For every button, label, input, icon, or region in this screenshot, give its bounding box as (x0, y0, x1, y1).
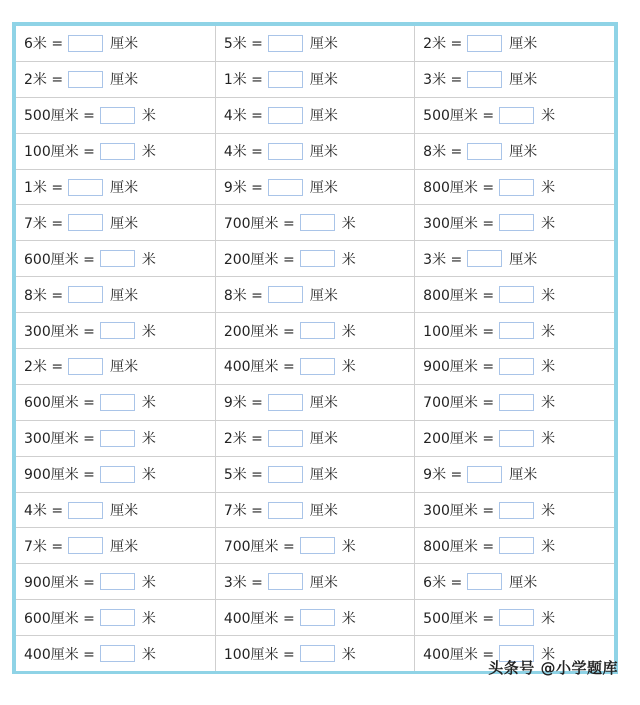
problem-cell (215, 169, 414, 205)
problem-cell (16, 277, 215, 313)
table-row (16, 169, 614, 205)
unit-label: 米 (541, 323, 556, 340)
problem-text: 3米 = (423, 251, 463, 268)
unit-label: 厘米 (309, 108, 338, 125)
answer-box[interactable] (68, 35, 103, 52)
unit-label: 厘米 (309, 431, 338, 448)
problem-text: 4米 = (223, 144, 263, 161)
problem-cell (215, 205, 414, 241)
unit-label: 米 (541, 610, 556, 627)
answer-box[interactable] (100, 573, 135, 590)
problem-cell (415, 241, 614, 277)
answer-box[interactable] (499, 322, 534, 339)
problem-cell (215, 133, 414, 169)
problem-cell (215, 277, 414, 313)
problem-text: 600厘米 = (24, 610, 95, 627)
table-row (16, 97, 614, 133)
problem-text: 200厘米 = (223, 323, 295, 340)
problem-text: 8米 = (24, 287, 64, 304)
problem-text: 7米 = (223, 503, 263, 520)
table-row (16, 241, 614, 277)
problem-text: 9米 = (423, 467, 463, 484)
problem-text: 9米 = (223, 180, 263, 196)
unit-label: 米 (541, 359, 556, 376)
unit-label: 米 (141, 467, 156, 484)
problem-cell (16, 97, 215, 133)
problem-cell (415, 349, 614, 385)
unit-label: 米 (341, 323, 356, 340)
problem-cell (215, 384, 414, 420)
problem-cell (415, 492, 614, 528)
unit-label: 米 (541, 108, 556, 125)
answer-box[interactable] (499, 502, 534, 519)
problem-cell (16, 313, 215, 349)
problem-text: 400厘米 = (24, 646, 95, 663)
problem-text: 300厘米 = (423, 503, 495, 520)
unit-label: 厘米 (509, 72, 538, 89)
answer-box[interactable] (68, 502, 103, 519)
answer-box[interactable] (68, 358, 103, 375)
problem-cell (415, 456, 614, 492)
problem-text: 9米 = (223, 395, 263, 412)
unit-label: 厘米 (309, 287, 338, 304)
problem-cell (415, 133, 614, 169)
unit-label: 厘米 (309, 574, 338, 591)
answer-box[interactable] (100, 394, 135, 411)
problem-cell (215, 241, 414, 277)
answer-box[interactable] (300, 645, 335, 662)
unit-label: 厘米 (309, 72, 338, 89)
problem-text: 3米 = (223, 574, 263, 591)
problem-cell (215, 97, 414, 133)
table-row (16, 456, 614, 492)
answer-box[interactable] (100, 250, 135, 267)
problem-cell (415, 26, 614, 61)
problem-cell (16, 61, 215, 97)
table-row (16, 313, 614, 349)
table-row (16, 205, 614, 241)
worksheet-frame (12, 22, 618, 674)
problem-cell (16, 241, 215, 277)
unit-label: 厘米 (110, 215, 139, 232)
answer-box[interactable] (499, 286, 534, 303)
table-row (16, 349, 614, 385)
problem-cell (16, 600, 215, 636)
problem-cell (415, 169, 614, 205)
problem-text: 200厘米 = (423, 431, 495, 448)
answer-box[interactable] (268, 179, 303, 196)
answer-box[interactable] (467, 35, 502, 52)
unit-label: 厘米 (110, 359, 139, 376)
problem-text: 5米 = (223, 36, 263, 53)
answer-box[interactable] (100, 143, 135, 160)
table-row (16, 384, 614, 420)
unit-label: 厘米 (110, 180, 139, 196)
problem-text: 2米 = (423, 36, 463, 53)
problem-cell (215, 456, 414, 492)
answer-box[interactable] (499, 179, 534, 196)
problem-cell (215, 564, 414, 600)
answer-box[interactable] (300, 609, 335, 626)
problem-cell (215, 636, 414, 671)
answer-box[interactable] (300, 250, 335, 267)
answer-box[interactable] (499, 214, 534, 231)
problem-cell (415, 564, 614, 600)
problem-text: 2米 = (24, 72, 64, 89)
problem-cell (16, 636, 215, 671)
problem-cell (215, 600, 414, 636)
problem-text: 200厘米 = (223, 251, 295, 268)
answer-box[interactable] (300, 322, 335, 339)
problem-text: 700厘米 = (423, 395, 495, 412)
answer-box[interactable] (300, 358, 335, 375)
problem-cell (215, 313, 414, 349)
table-row (16, 528, 614, 564)
answer-box[interactable] (68, 537, 103, 554)
answer-box[interactable] (268, 394, 303, 411)
problem-text: 800厘米 = (423, 287, 495, 304)
unit-label: 厘米 (309, 36, 338, 53)
answer-box[interactable] (467, 250, 502, 267)
unit-label: 米 (141, 574, 156, 591)
unit-label: 米 (141, 610, 156, 627)
unit-label: 厘米 (509, 574, 538, 591)
problem-text: 4米 = (24, 503, 64, 520)
answer-box[interactable] (499, 609, 534, 626)
problem-text: 900厘米 = (423, 359, 495, 376)
answer-box[interactable] (100, 609, 135, 626)
answer-box[interactable] (268, 35, 303, 52)
answer-box[interactable] (100, 107, 135, 124)
problem-text: 300厘米 = (24, 323, 95, 340)
problem-cell (415, 97, 614, 133)
unit-label: 厘米 (110, 503, 139, 520)
problem-text: 700厘米 = (223, 215, 295, 232)
table-row (16, 277, 614, 313)
answer-box[interactable] (100, 466, 135, 483)
answer-box[interactable] (68, 179, 103, 196)
problem-cell (16, 26, 215, 61)
unit-label: 厘米 (309, 467, 338, 484)
problem-text: 7米 = (24, 215, 64, 232)
problem-text: 2米 = (223, 431, 263, 448)
answer-box[interactable] (268, 71, 303, 88)
answer-box[interactable] (499, 394, 534, 411)
table-row (16, 492, 614, 528)
problem-text: 900厘米 = (24, 574, 95, 591)
unit-label: 米 (141, 395, 156, 412)
unit-label: 米 (141, 323, 156, 340)
problem-cell (215, 349, 414, 385)
problem-text: 3米 = (423, 72, 463, 89)
unit-label: 米 (341, 646, 356, 663)
unit-label: 厘米 (309, 180, 338, 196)
answer-box[interactable] (499, 107, 534, 124)
problem-text: 400厘米 = (223, 610, 295, 627)
problem-text: 5米 = (223, 467, 263, 484)
problem-cell (16, 492, 215, 528)
answer-box[interactable] (100, 645, 135, 662)
unit-label: 米 (341, 251, 356, 268)
unit-label: 米 (141, 646, 156, 663)
answer-box[interactable] (268, 466, 303, 483)
unit-label: 厘米 (509, 144, 538, 161)
problem-text: 4米 = (223, 108, 263, 125)
problem-text: 1米 = (223, 72, 263, 89)
problem-text: 500厘米 = (423, 108, 495, 125)
problem-cell (16, 456, 215, 492)
answer-box[interactable] (300, 537, 335, 554)
conversion-table (16, 26, 614, 671)
problem-cell (16, 205, 215, 241)
problem-text: 8米 = (423, 144, 463, 161)
problem-cell (215, 420, 414, 456)
unit-label: 厘米 (110, 287, 139, 304)
problem-text: 700厘米 = (223, 538, 295, 555)
problem-cell (215, 61, 414, 97)
problem-text: 2米 = (24, 359, 64, 376)
problem-cell (415, 313, 614, 349)
unit-label: 米 (541, 287, 556, 304)
problem-cell (215, 492, 414, 528)
answer-box[interactable] (68, 286, 103, 303)
unit-label: 厘米 (509, 36, 538, 53)
answer-box[interactable] (268, 502, 303, 519)
table-row (16, 26, 614, 61)
problem-text: 100厘米 = (423, 323, 495, 340)
unit-label: 米 (541, 180, 556, 196)
answer-box[interactable] (467, 71, 502, 88)
unit-label: 米 (541, 538, 556, 555)
unit-label: 厘米 (110, 72, 139, 89)
unit-label: 厘米 (509, 467, 538, 484)
unit-label: 米 (541, 395, 556, 412)
problem-cell (16, 420, 215, 456)
table-row (16, 133, 614, 169)
problem-cell (16, 564, 215, 600)
answer-box[interactable] (467, 573, 502, 590)
unit-label: 厘米 (110, 36, 139, 53)
watermark: 头条号 @小学题库 (488, 659, 618, 677)
answer-box[interactable] (68, 214, 103, 231)
problem-cell (415, 420, 614, 456)
problem-cell (16, 133, 215, 169)
answer-box[interactable] (300, 214, 335, 231)
answer-box[interactable] (268, 143, 303, 160)
problem-text: 500厘米 = (423, 610, 495, 627)
unit-label: 厘米 (309, 395, 338, 412)
unit-label: 厘米 (309, 144, 338, 161)
unit-label: 米 (541, 646, 556, 663)
problem-text: 900厘米 = (24, 467, 95, 484)
answer-box[interactable] (499, 358, 534, 375)
problem-cell (415, 205, 614, 241)
unit-label: 厘米 (509, 251, 538, 268)
unit-label: 米 (541, 503, 556, 520)
problem-cell (16, 349, 215, 385)
unit-label: 米 (341, 538, 356, 555)
unit-label: 米 (341, 610, 356, 627)
unit-label: 米 (141, 144, 156, 161)
answer-box[interactable] (268, 107, 303, 124)
answer-box[interactable] (467, 466, 502, 483)
problem-cell (16, 528, 215, 564)
answer-box[interactable] (100, 322, 135, 339)
problem-text: 300厘米 = (423, 215, 495, 232)
unit-label: 米 (541, 431, 556, 448)
table-row (16, 600, 614, 636)
unit-label: 米 (141, 251, 156, 268)
problem-text: 8米 = (223, 287, 263, 304)
answer-box[interactable] (268, 573, 303, 590)
table-row (16, 564, 614, 600)
answer-box[interactable] (499, 537, 534, 554)
answer-box[interactable] (100, 430, 135, 447)
problem-text: 600厘米 = (24, 395, 95, 412)
problem-text: 800厘米 = (423, 180, 495, 196)
problem-text: 1米 = (24, 180, 64, 196)
problem-text: 100厘米 = (24, 144, 95, 161)
problem-text: 600厘米 = (24, 251, 95, 268)
problem-text: 400厘米 = (423, 646, 495, 663)
unit-label: 厘米 (110, 538, 139, 555)
problem-text: 800厘米 = (423, 538, 495, 555)
answer-box[interactable] (68, 71, 103, 88)
table-row (16, 61, 614, 97)
problem-cell (415, 61, 614, 97)
problem-cell (215, 528, 414, 564)
answer-box[interactable] (499, 430, 534, 447)
problem-cell (415, 384, 614, 420)
problem-text: 500厘米 = (24, 108, 95, 125)
unit-label: 厘米 (309, 503, 338, 520)
answer-box[interactable] (268, 286, 303, 303)
unit-label: 米 (141, 431, 156, 448)
unit-label: 米 (541, 215, 556, 232)
problem-text: 6米 = (423, 574, 463, 591)
problem-text: 300厘米 = (24, 431, 95, 448)
unit-label: 米 (341, 359, 356, 376)
problem-cell (415, 277, 614, 313)
problem-text: 6米 = (24, 36, 64, 53)
problem-cell (215, 26, 414, 61)
table-row (16, 420, 614, 456)
problem-text: 7米 = (24, 538, 64, 555)
problem-cell (16, 169, 215, 205)
problem-text: 100厘米 = (223, 646, 295, 663)
problem-text: 400厘米 = (223, 359, 295, 376)
problem-cell (415, 600, 614, 636)
problem-cell (415, 528, 614, 564)
answer-box[interactable] (467, 143, 502, 160)
problem-cell (16, 384, 215, 420)
unit-label: 米 (341, 215, 356, 232)
unit-label: 米 (141, 108, 156, 125)
answer-box[interactable] (268, 430, 303, 447)
